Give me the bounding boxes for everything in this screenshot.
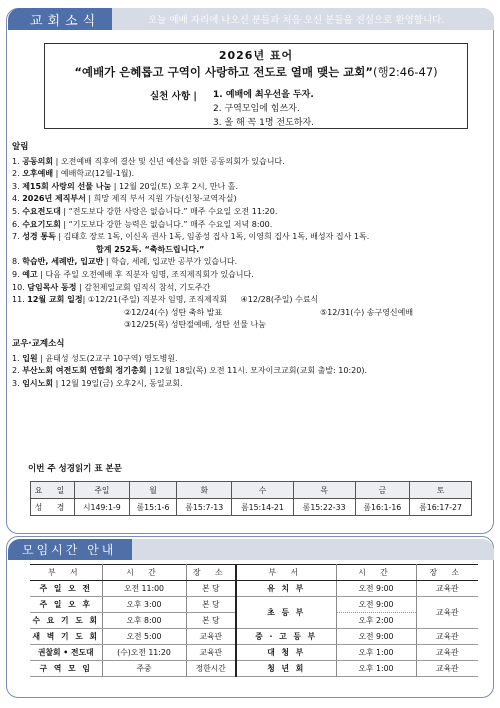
meeting-time: 오전 9:00 [336, 597, 416, 613]
notice-item: 9. 예고 | 다음 주일 오전예배 후 직분자 임명, 조직제직회가 있습니다. [12, 269, 254, 279]
meeting-place: 본 당 [186, 581, 236, 597]
meeting-dept: 권찰회 • 전도대 [30, 645, 102, 661]
bible-reading-total: 합계 252독. “축하드립니다.” [96, 244, 205, 254]
notice-item: 4. 2026년 제직부서 | 희망 제직 부서 지원 가능(신청-교역자실) [12, 194, 237, 204]
meeting-time: 오전 11:00 [102, 581, 186, 597]
notices-list [12, 141, 488, 390]
meeting-dept: 초 등 부 [236, 597, 336, 629]
meeting-place: 교육관 [416, 629, 478, 645]
notice-item: 1. 공동의회 | 오전예배 직후에 결산 및 신년 예산을 위한 공동의회가 있습니다. [12, 156, 285, 166]
inter-church-item: 1. 입원 | 윤태성 성도(2교구 10구역) 영도병원. [12, 353, 178, 363]
practice-label: 실천 사항 | [150, 91, 197, 102]
meeting-row [30, 629, 478, 645]
reading-passage: 롬15:1-6 [129, 499, 177, 516]
motto-year-title: 2026년 표어 [218, 49, 294, 62]
meeting-time: (수)오전 11:20 [102, 645, 186, 661]
practice-item: 2. 구역모임에 힘쓰자. [213, 104, 300, 114]
notice-item: 6. 수요기도회 | “기도보다 강한 능력은 없습니다.” 매주 수요일 저녁 8:00. [12, 219, 273, 229]
reading-day: 월 [129, 482, 177, 499]
schedule-item: ④12/28(주일) 수료식 [240, 295, 319, 305]
reading-passage: 롬15:14-21 [232, 499, 294, 516]
col-header: 장 소 [416, 565, 478, 581]
practice-item: 1. 예배에 최우선을 두자. [213, 90, 314, 100]
meeting-place: 교육관 [416, 597, 478, 629]
reading-day: 목 [293, 482, 355, 499]
meeting-dept: 구 역 모 임 [30, 661, 102, 677]
reading-passage: 시149:1-9 [75, 499, 130, 516]
meeting-dept: 청 년 회 [236, 661, 336, 677]
meeting-time: 오전 9:00 [336, 629, 416, 645]
meeting-time: 오후 3:00 [102, 597, 186, 613]
schedule-row: ③12/25(목) 성탄절예배, 성탄 선물 나눔 [124, 320, 266, 330]
meeting-row [30, 645, 478, 661]
meeting-place: 교육관 [416, 581, 478, 597]
meeting-time: 오후 8:00 [102, 613, 186, 629]
practice-items [213, 88, 314, 130]
meeting-times-bar [132, 539, 494, 560]
meeting-place: 본 당 [186, 613, 236, 629]
notice-item: 8. 학습반, 세례반, 입교반 | 학습, 세례, 입교반 공부가 있습니다. [12, 257, 238, 267]
meeting-place: 교육관 [416, 645, 478, 661]
reading-day: 금 [355, 482, 410, 499]
col-header: 시 간 [102, 565, 186, 581]
meeting-time: 오후 2:00 [336, 613, 416, 629]
meeting-place: 교육관 [416, 661, 478, 677]
meeting-times-table [30, 564, 478, 677]
motto-reference: (행2:46-47) [372, 65, 438, 79]
reading-day: 주일 [75, 482, 130, 499]
notice-item: 5. 수요전도대 | “전도보다 강한 사랑은 없습니다.” 매주 수요일 오전 11:20. [12, 206, 278, 216]
meeting-dept: 유 치 부 [236, 581, 336, 597]
notices-heading: 알림 [12, 142, 29, 152]
meeting-time: 오전 5:00 [102, 629, 186, 645]
col-header: 장 소 [186, 565, 236, 581]
bible-reading-table [30, 481, 472, 516]
meeting-dept: 주 일 오 후 [30, 597, 102, 613]
reading-passage-row [31, 499, 472, 516]
meeting-time: 오후 1:00 [336, 645, 416, 661]
meeting-place: 교육관 [186, 645, 236, 661]
inter-church-item: 3. 임시노회 | 12월 19일(금) 오후2시, 동일교회. [12, 378, 183, 388]
motto-box [44, 43, 468, 129]
meeting-place: 본 당 [186, 597, 236, 613]
col-header: 부 서 [30, 565, 102, 581]
col-header: 시 간 [336, 565, 416, 581]
reading-passage: 롬15:22-33 [293, 499, 355, 516]
schedule-row: ②12/24(수) 성탄 축하 발표 ⑤12/31(수) 송구영신예배 [124, 307, 414, 317]
meeting-dept: 새 벽 기 도 회 [30, 629, 102, 645]
notice-item: 10. 담임목사 동정 | 감천제일교회 임직식 참석, 기도주간 [12, 282, 211, 292]
meeting-dept: 중 · 고 등 부 [236, 629, 336, 645]
welcome-banner: 오늘 예배 자리에 나오신 분들과 처음 오신 분들을 진심으로 환영합니다. [112, 8, 494, 30]
meeting-time: 오후 1:00 [336, 661, 416, 677]
reading-day-row [31, 482, 472, 499]
meeting-row [30, 581, 478, 597]
practice-item: 3. 올 해 꼭 1명 전도하자. [213, 118, 315, 128]
meeting-times-title: 모임시간 안내 [8, 539, 132, 560]
meeting-time: 오전 9:00 [336, 581, 416, 597]
inter-church-item: 2. 부산노회 여전도회 연합회 정기총회 | 12월 18일(목) 오전 11시. 모자이크교회(교회 출발: 10:20). [12, 366, 368, 376]
notice-item: 2. 오후예배 | 예배학교(12월-1월). [12, 169, 135, 179]
motto-verse: “예배가 은혜롭고 구역이 사랑하고 전도로 열매 맺는 교회”(행2:46-47) [74, 65, 438, 79]
meeting-dept: 대 청 부 [236, 645, 336, 661]
reading-day: 화 [177, 482, 232, 499]
col-header: 부 서 [236, 565, 336, 581]
notice-item: 11. 12월 교회 일정| ①12/21(주일) 직분자 임명, 조직제직회 ④12/28(주일) 수료식 [12, 295, 319, 305]
notice-item: 7. 성경 통독 | 김태호 장로 1독, 이신옥 권사 1독, 임종성 집사 1독, 이영희 집사 1독, 배성자 집사 1독. [12, 232, 370, 242]
meeting-dept: 주 일 오 전 [30, 581, 102, 597]
notice-item: 3. 제15회 사랑의 선물 나눔 | 12월 20일(토) 오후 2시, 만나 홀. [12, 181, 239, 191]
reading-day: 토 [410, 482, 472, 499]
meeting-header-row [30, 565, 478, 581]
meeting-row [30, 597, 478, 613]
reading-passage: 롬15:7-13 [177, 499, 232, 516]
inter-church-heading: 교우·교계소식 [12, 338, 65, 349]
meeting-row [30, 661, 478, 677]
reading-passage: 롬16:17-27 [410, 499, 472, 516]
reading-text-label: 성 경 [31, 499, 75, 516]
meeting-place: 정한시간 [186, 661, 236, 677]
reading-passage: 롬16:1-16 [355, 499, 410, 516]
meeting-time: 주중 [102, 661, 186, 677]
reading-day-label: 요 일 [31, 482, 75, 499]
meeting-place: 교육관 [186, 629, 236, 645]
meeting-dept: 수 요 기 도 회 [30, 613, 102, 629]
church-news-title: 교회소식 [8, 8, 112, 30]
reading-table-title: 이번 주 성경읽기 표 본문 [28, 464, 122, 474]
reading-day: 수 [232, 482, 294, 499]
